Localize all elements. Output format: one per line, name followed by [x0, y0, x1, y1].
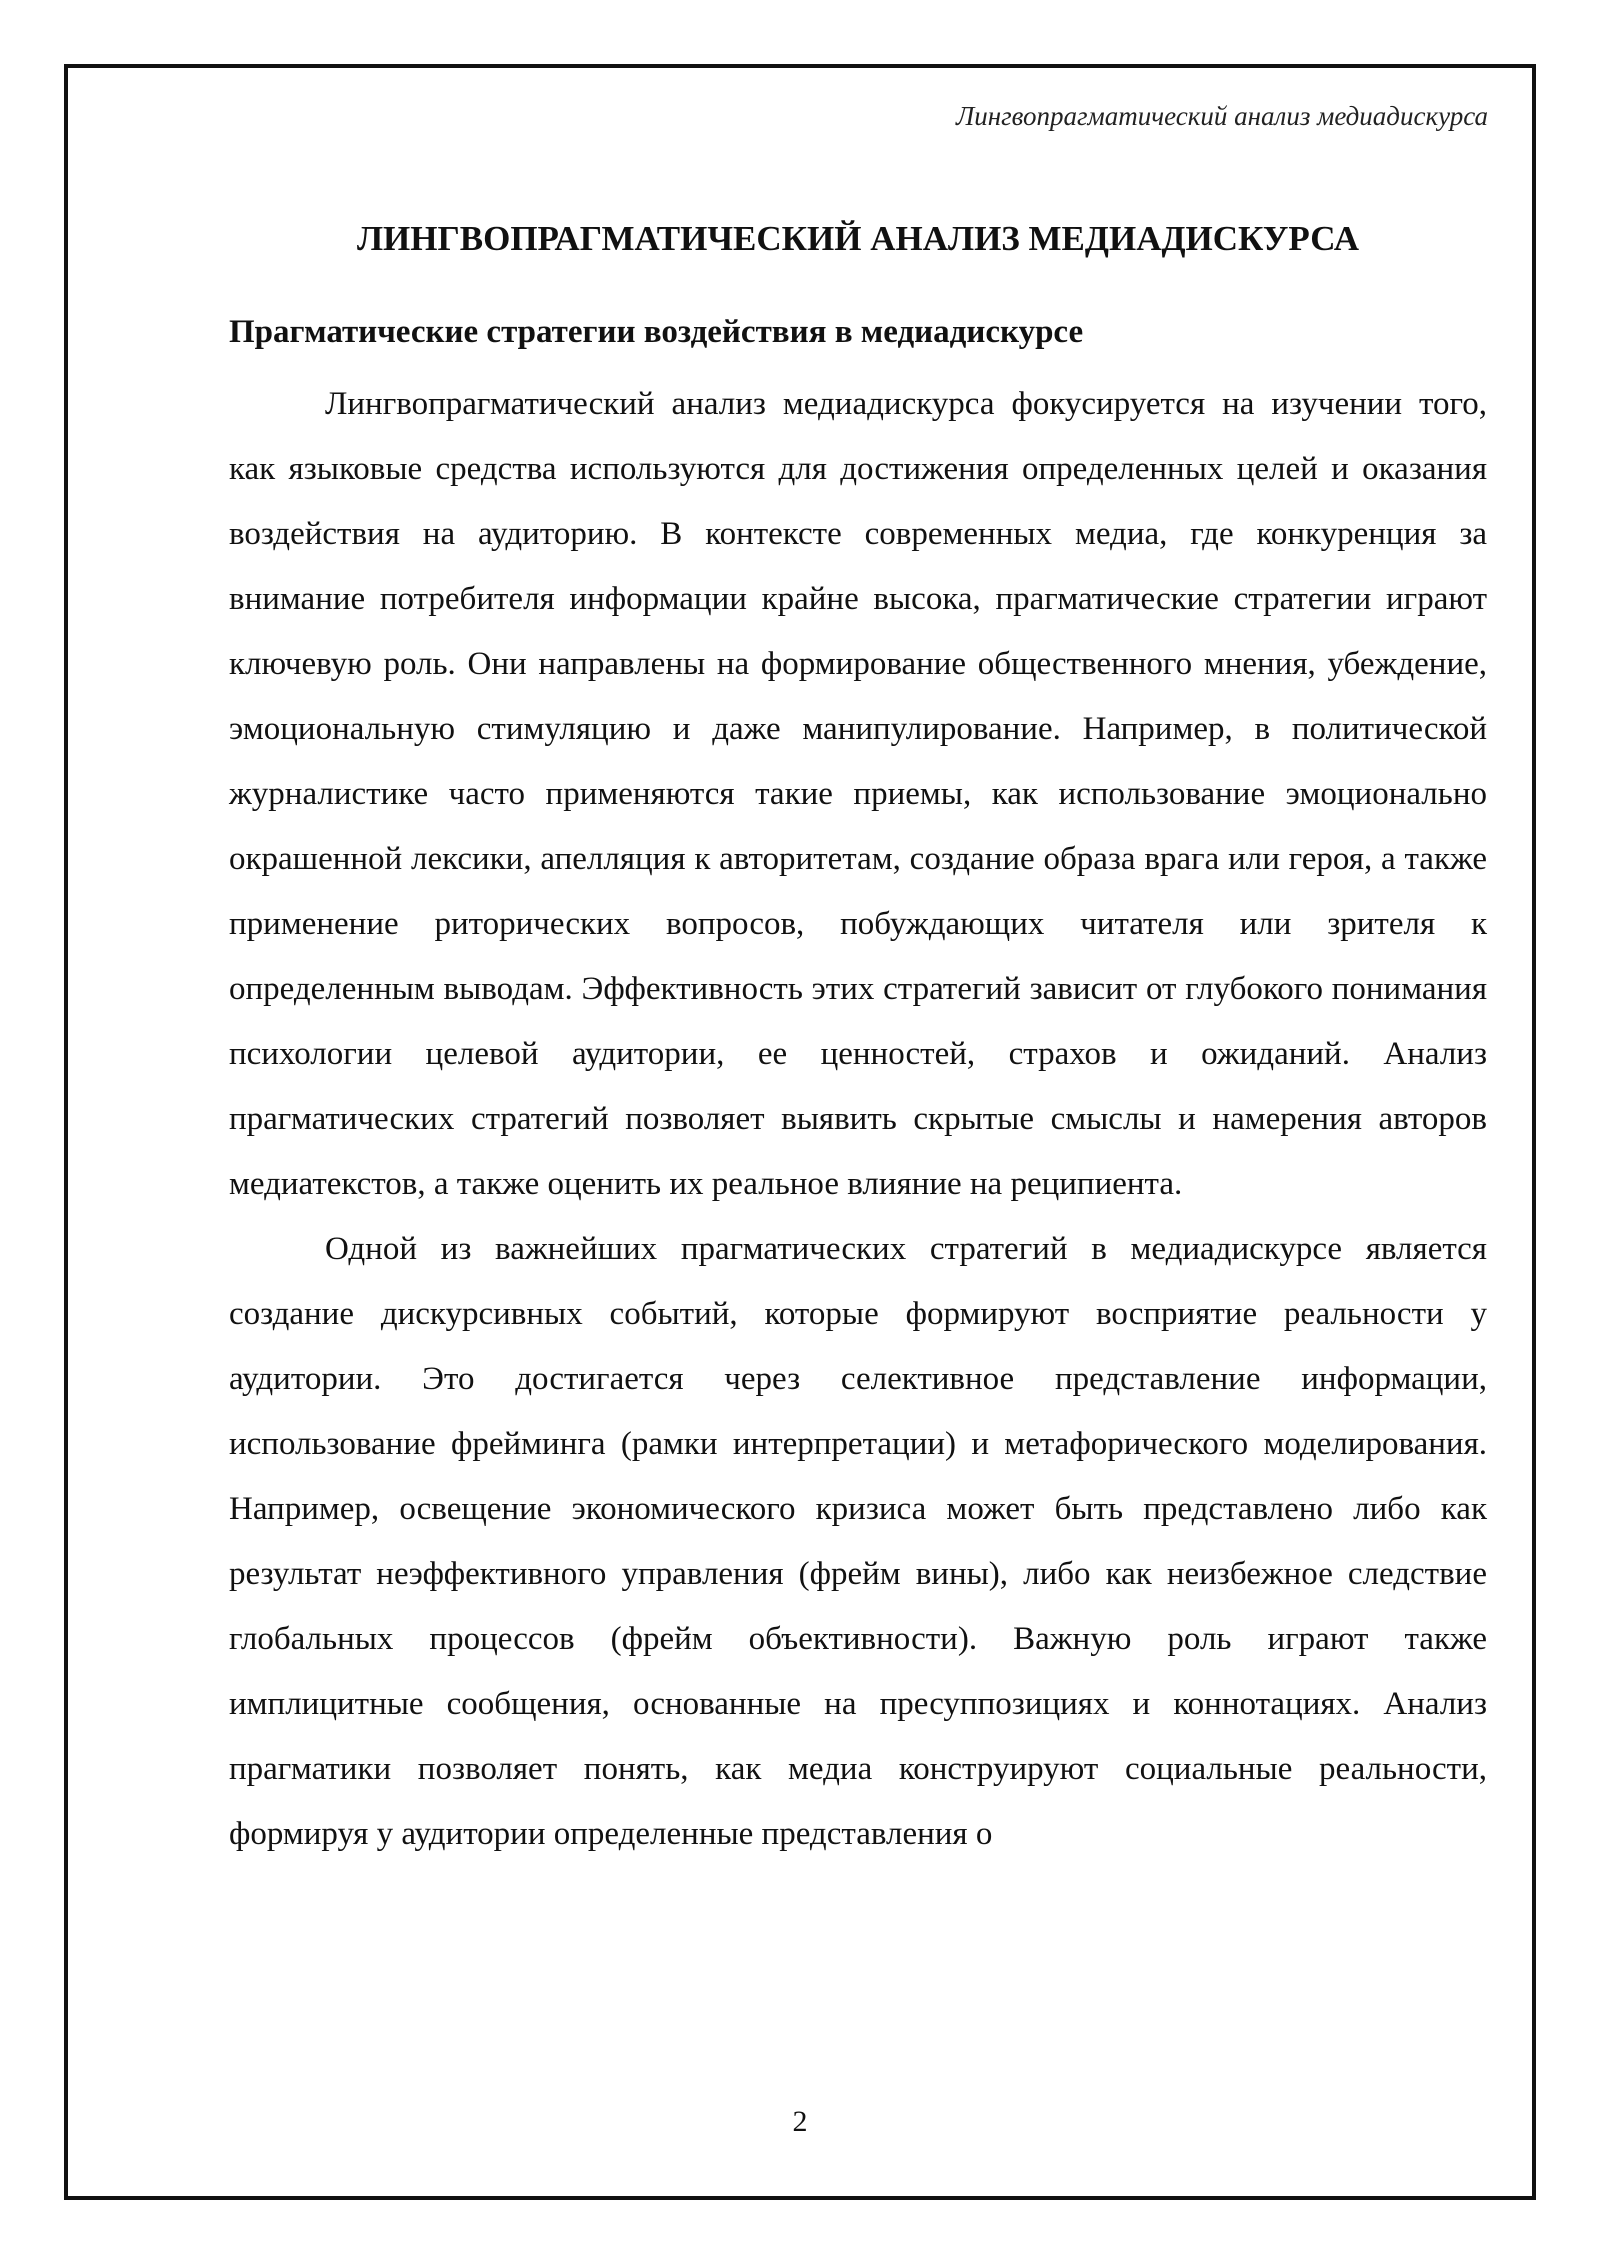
page-content [229, 200, 1487, 1867]
section-heading: Прагматические стратегии воздействия в медиадискурсе [229, 314, 1084, 350]
page-number: 2 [792, 2105, 808, 2138]
running-header: Лингвопрагматический анализ медиадискурса [955, 101, 1488, 131]
document-title: ЛИНГВОПРАГМАТИЧЕСКИЙ АНАЛИЗ МЕДИАДИСКУРСА [356, 219, 1360, 258]
body-paragraph-1: Лингвопрагматический анализ медиадискурса фокусируется на изучении того, как языковые средства используются для достижения определенных целей и оказания воздействия на аудиторию. В контексте современных медиа, где конкуренция за внимание потребителя информации крайне высока, прагматические стратегии играют ключевую роль. Они направлены на формирование общественного мнения, убеждение, эмоциональную стимуляцию и даже манипулирование. Например, в политической журналистике часто применяются такие приемы, как использование эмоционально окрашенной лексики, апелляция к авторитетам, создание образа врага или героя, а также применение риторических вопросов, побуждающих читателя или зрителя к определенным выводам. Эффективность этих стратегий зависит от глубокого понимания психологии целевой аудитории, ее ценностей, страхов и ожиданий. Анализ прагматических стратегий позволяет выявить скрытые смыслы и намерения авторов медиатекстов, а также оценить их реальное влияние на реципиента. [229, 386, 1487, 1202]
body-paragraph-2: Одной из важнейших прагматических стратегий в медиадискурсе является создание дискурсивных событий, которые формируют восприятие реальности у аудитории. Это достигается через селективное представление информации, использование фрейминга (рамки интерпретации) и метафорического моделирования. Например, освещение экономического кризиса может быть представлено либо как результат неэффективного управления (фрейм вины), либо как неизбежное следствие глобальных процессов (фрейм объективности). Важную роль играют также имплицитные сообщения, основанные на пресуппозициях и коннотациях. Анализ прагматики позволяет понять, как медиа конструируют социальные реальности, формируя у аудитории определенные представления о [229, 1231, 1487, 1852]
